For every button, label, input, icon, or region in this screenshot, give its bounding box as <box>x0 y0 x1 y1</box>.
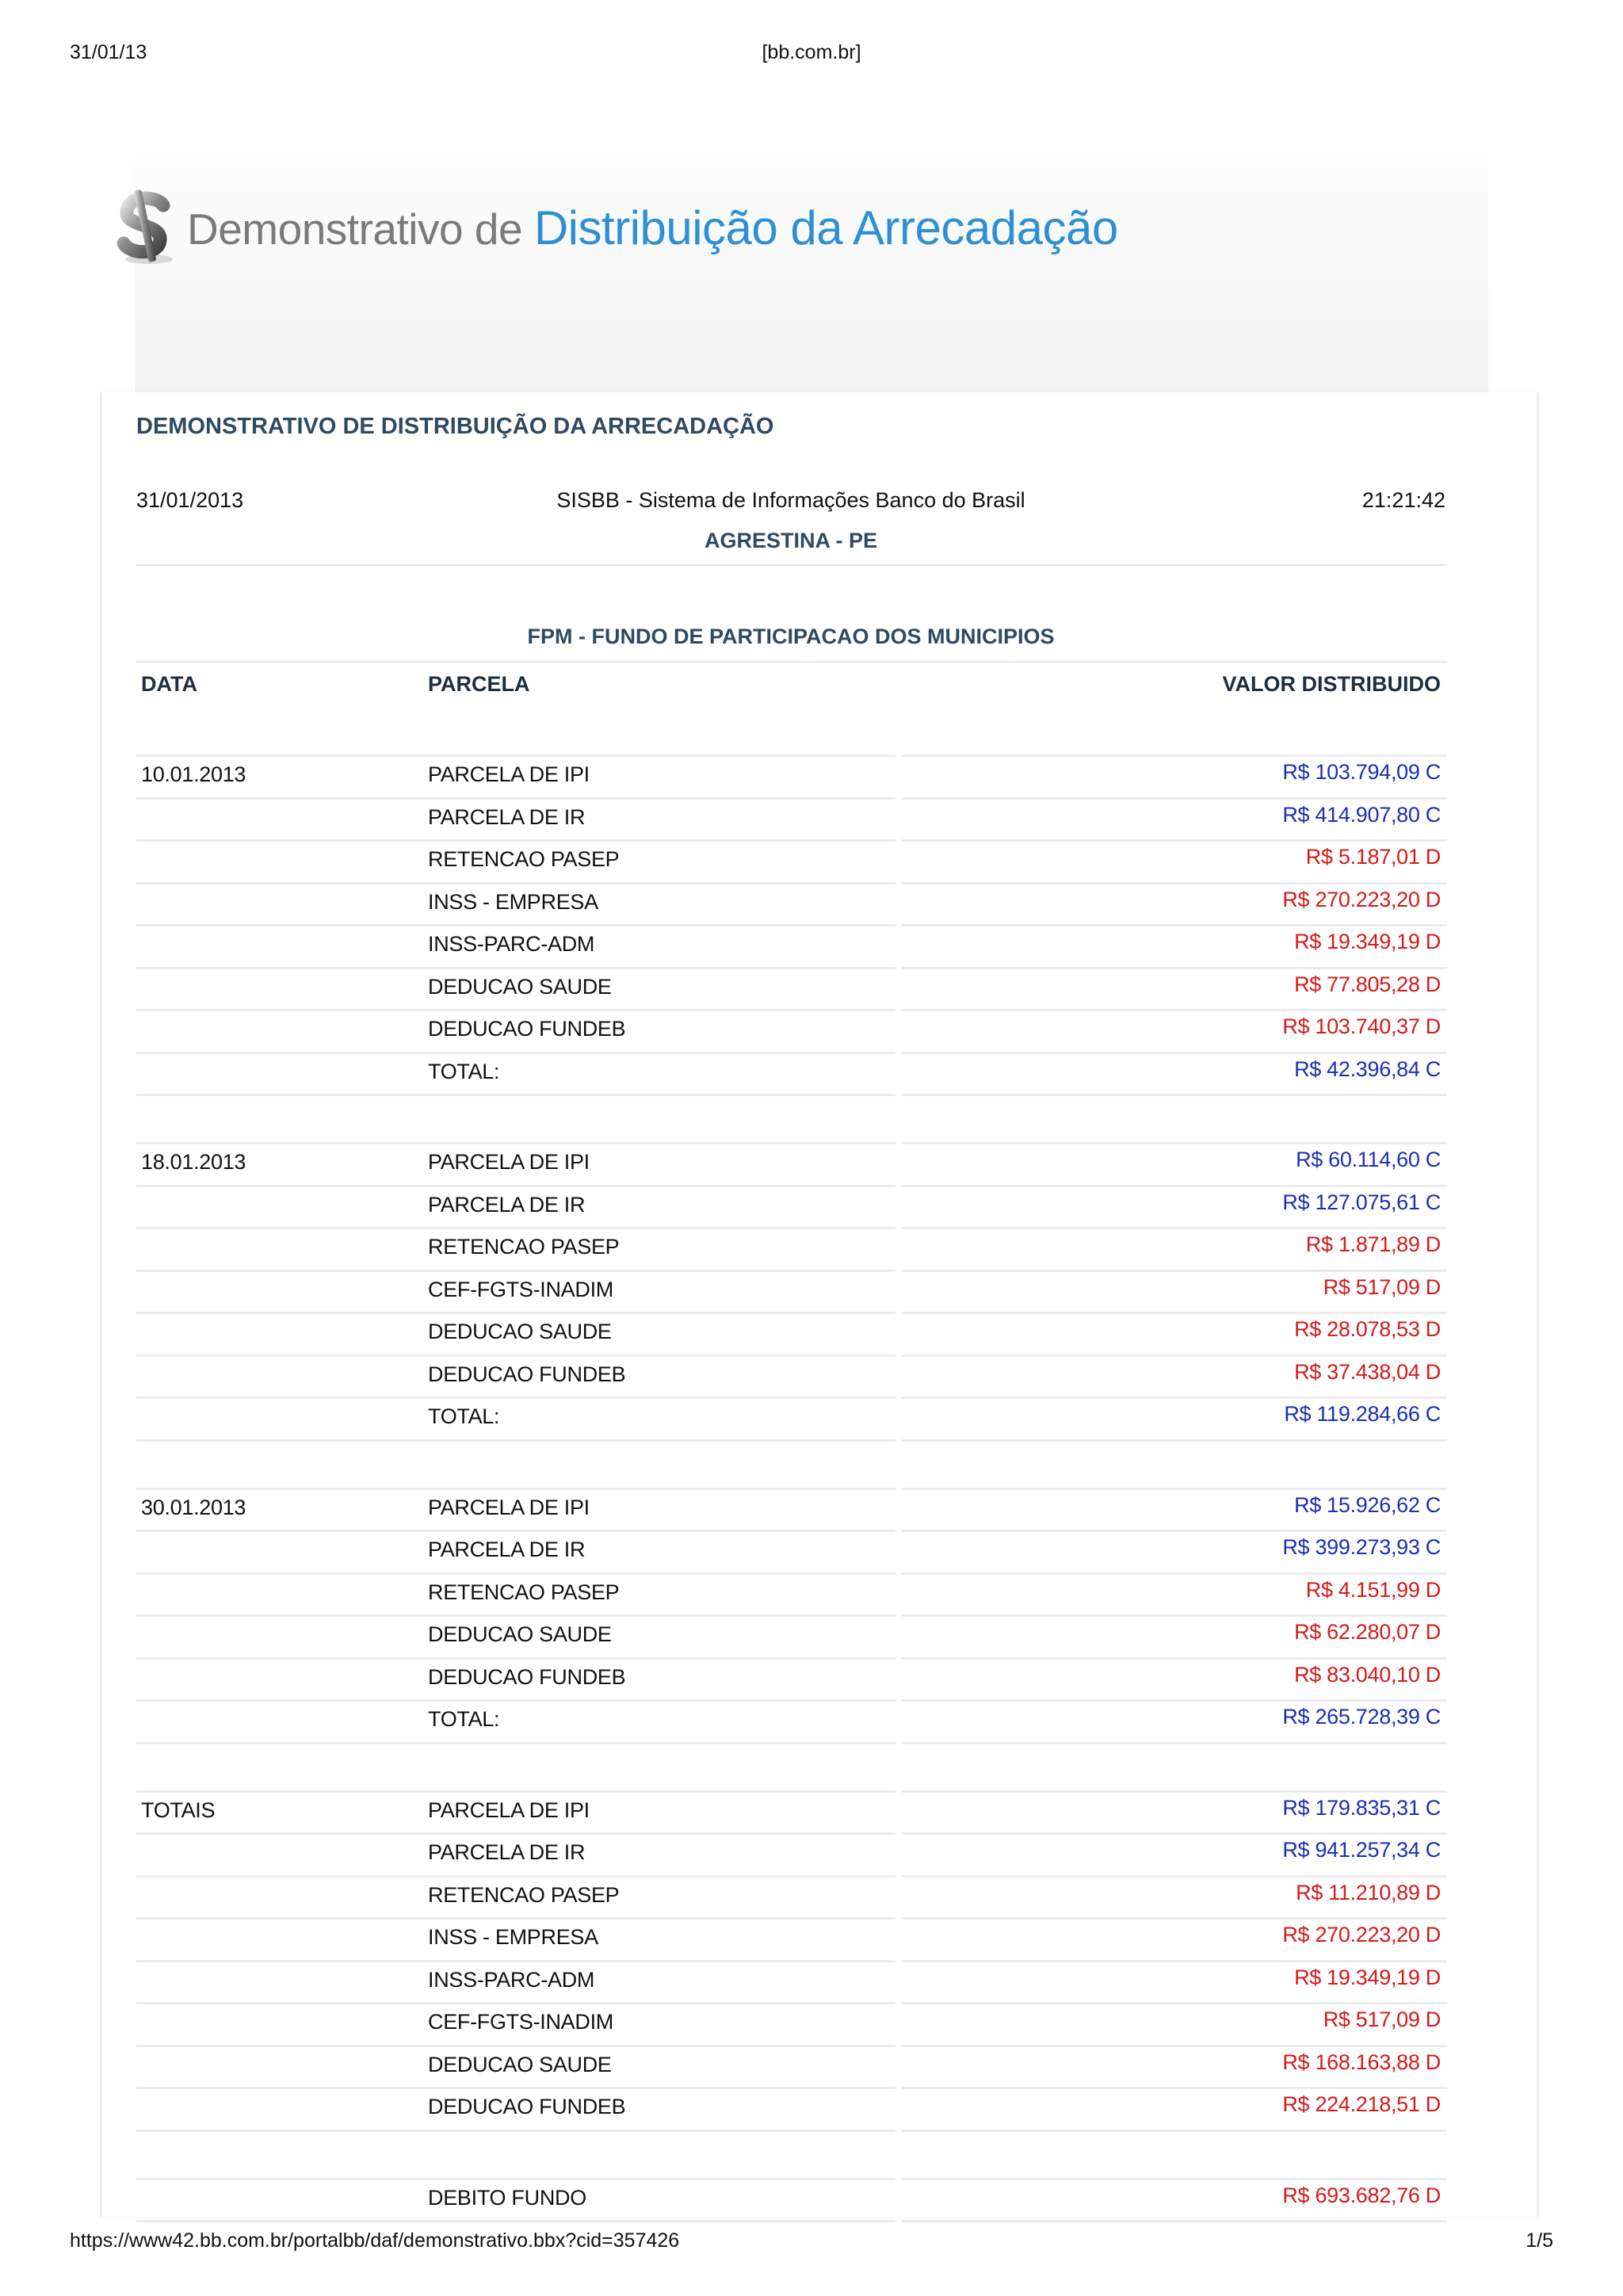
valor-distribuido: R$ 399.273,93 C <box>1282 1535 1441 1559</box>
parcela-label: PARCELA DE IR <box>428 804 586 829</box>
valor-distribuido: R$ 42.396,84 C <box>1294 1056 1441 1081</box>
row-divider <box>902 1439 1447 1442</box>
row-divider <box>136 1354 896 1357</box>
row-divider <box>136 1832 896 1835</box>
logo-text: Demonstrativo de Distribuição da Arrecadação <box>187 201 1118 254</box>
row-divider <box>902 1488 1447 1490</box>
valor-distribuido: R$ 941.257,34 C <box>1282 1838 1441 1862</box>
row-divider <box>136 1094 896 1096</box>
valor-distribuido: R$ 517,09 D <box>1323 1274 1441 1299</box>
parcela-label: DEDUCAO SAUDE <box>428 974 612 999</box>
print-site: [bb.com.br] <box>762 41 861 63</box>
row-divider <box>136 1530 896 1532</box>
parcela-label: DEDUCAO SAUDE <box>428 2052 612 2076</box>
report-time: 21:21:42 <box>1361 488 1445 512</box>
row-divider <box>136 2130 896 2132</box>
row-divider <box>136 1142 896 1144</box>
row-divider <box>902 1917 1447 1920</box>
row-divider <box>902 2178 1447 2180</box>
row-divider <box>902 1960 1447 1962</box>
row-divider <box>902 2087 1447 2089</box>
row-divider <box>136 1614 896 1617</box>
row-divider <box>902 1699 1447 1702</box>
row-divider <box>136 1009 896 1011</box>
report-system: SISBB - Sistema de Informações Banco do Brasil <box>556 488 1025 512</box>
parcela-label: DEDUCAO FUNDEB <box>428 1362 626 1386</box>
parcela-label: TOTAL: <box>428 1404 500 1428</box>
parcela-label: DEBITO FUNDO <box>428 2185 586 2210</box>
valor-distribuido: R$ 5.187,01 D <box>1305 845 1441 869</box>
parcela-label: DEDUCAO SAUDE <box>428 1320 612 1343</box>
column-header-valor: VALOR DISTRIBUIDO <box>1222 672 1441 696</box>
parcela-label: PARCELA DE IPI <box>428 762 590 786</box>
report-date: 31/01/2013 <box>136 488 244 512</box>
parcela-label: TOTAL: <box>428 1707 500 1731</box>
print-url: https://www42.bb.com.br/portalbb/daf/demonstrativo.bbx?cid=357426 <box>70 2229 680 2252</box>
parcela-label: DEDUCAO SAUDE <box>428 1622 612 1646</box>
valor-distribuido: R$ 4.151,99 D <box>1305 1577 1441 1602</box>
valor-distribuido: R$ 270.223,20 D <box>1282 887 1441 911</box>
row-divider <box>902 1572 1447 1575</box>
parcela-label: INSS-PARC-ADM <box>428 1967 595 1992</box>
row-divider <box>902 1227 1447 1229</box>
valor-distribuido: R$ 60.114,60 C <box>1296 1148 1441 1171</box>
row-divider <box>136 1657 896 1660</box>
row-divider <box>902 1742 1447 1744</box>
row-divider <box>136 2178 896 2180</box>
valor-distribuido: R$ 19.349,19 D <box>1294 930 1441 953</box>
row-divider <box>902 1312 1447 1314</box>
parcela-label: CEF-FGTS-INADIM <box>428 1277 613 1301</box>
row-divider <box>136 1439 896 1442</box>
row-divider <box>902 797 1447 800</box>
row-divider <box>902 1657 1447 1660</box>
column-header-parcela: PARCELA <box>428 672 530 696</box>
row-divider <box>902 1270 1447 1272</box>
parcela-label: DEDUCAO FUNDEB <box>428 2095 626 2118</box>
valor-distribuido: R$ 37.438,04 D <box>1294 1359 1441 1384</box>
row-divider <box>902 755 1447 757</box>
row-divider <box>136 1875 896 1878</box>
row-divider <box>902 1790 1447 1793</box>
group-date: 18.01.2013 <box>141 1150 246 1174</box>
valor-distribuido: R$ 19.349,19 D <box>1294 1965 1441 1989</box>
valor-distribuido: R$ 83.040,10 D <box>1294 1662 1441 1687</box>
row-divider <box>902 924 1447 926</box>
row-divider <box>902 2130 1447 2132</box>
row-divider <box>136 1227 896 1229</box>
valor-distribuido: R$ 1.871,89 D <box>1305 1232 1441 1256</box>
valor-distribuido: R$ 77.805,28 D <box>1294 972 1441 996</box>
dollar-sign-icon <box>111 188 182 267</box>
row-divider <box>136 1917 896 1920</box>
parcela-label: RETENCAO PASEP <box>428 1235 620 1259</box>
row-divider <box>902 1396 1447 1399</box>
valor-distribuido: R$ 224.218,51 D <box>1282 2092 1441 2116</box>
row-divider <box>902 839 1447 842</box>
print-page-number: 1/5 <box>1526 2229 1553 2252</box>
row-divider <box>136 1312 896 1314</box>
print-footer <box>70 2229 1553 2258</box>
row-divider <box>902 1875 1447 1878</box>
row-divider <box>136 2045 896 2047</box>
row-divider <box>902 2002 1447 2004</box>
parcela-label: TOTAL: <box>428 1059 500 1083</box>
report-meta <box>136 488 1445 520</box>
row-divider <box>902 2220 1447 2222</box>
parcela-label: INSS - EMPRESA <box>428 889 598 914</box>
valor-distribuido: R$ 11.210,89 D <box>1296 1880 1441 1904</box>
parcela-label: DEDUCAO FUNDEB <box>428 1664 626 1689</box>
row-divider <box>902 1832 1447 1835</box>
divider <box>136 661 1447 663</box>
row-divider <box>902 1530 1447 1532</box>
row-divider <box>902 1614 1447 1617</box>
row-divider <box>136 1699 896 1702</box>
valor-distribuido: R$ 179.835,31 C <box>1282 1795 1441 1820</box>
row-divider <box>902 2045 1447 2047</box>
row-divider <box>902 1142 1447 1144</box>
group-date: 10.01.2013 <box>141 762 246 786</box>
print-date: 31/01/13 <box>70 41 147 63</box>
valor-distribuido: R$ 168.163,88 D <box>1282 2050 1441 2074</box>
parcela-label: RETENCAO PASEP <box>428 1882 620 1907</box>
parcela-label: INSS - EMPRESA <box>428 1925 598 1949</box>
row-divider <box>902 1052 1447 1054</box>
row-divider <box>136 1396 896 1399</box>
report-title: DEMONSTRATIVO DE DISTRIBUIÇÃO DA ARRECADAÇÃO <box>136 414 774 439</box>
valor-distribuido: R$ 693.682,76 D <box>1282 2183 1441 2207</box>
parcela-label: PARCELA DE IR <box>428 1192 586 1217</box>
parcela-label: RETENCAO PASEP <box>428 1580 620 1604</box>
valor-distribuido: R$ 517,09 D <box>1323 2008 1441 2031</box>
row-divider <box>136 755 896 757</box>
valor-distribuido: R$ 62.280,07 D <box>1294 1620 1441 1644</box>
group-date: 30.01.2013 <box>141 1495 246 1519</box>
valor-distribuido: R$ 127.075,61 C <box>1282 1190 1441 1214</box>
row-divider <box>136 1790 896 1793</box>
row-divider <box>902 1185 1447 1187</box>
row-divider <box>136 1960 896 1962</box>
print-header <box>70 41 1553 70</box>
valor-distribuido: R$ 119.284,66 C <box>1284 1402 1441 1426</box>
column-header-data: DATA <box>141 672 197 696</box>
municipio-name: AGRESTINA - PE <box>704 529 878 552</box>
row-divider <box>136 1270 896 1272</box>
row-divider <box>136 1488 896 1490</box>
row-divider <box>136 839 896 842</box>
row-divider <box>136 2002 896 2004</box>
valor-distribuido: R$ 15.926,62 C <box>1294 1492 1441 1517</box>
parcela-label: PARCELA DE IR <box>428 1840 586 1864</box>
parcela-label: CEF-FGTS-INADIM <box>428 2010 613 2034</box>
site-logo <box>111 184 1118 271</box>
row-divider <box>136 1052 896 1054</box>
parcela-label: PARCELA DE IPI <box>428 1150 590 1174</box>
row-divider <box>136 882 896 884</box>
row-divider <box>136 1572 896 1575</box>
parcela-label: PARCELA DE IPI <box>428 1495 590 1519</box>
group-date: TOTAIS <box>141 1797 216 1822</box>
valor-distribuido: R$ 28.078,53 D <box>1294 1317 1441 1341</box>
valor-distribuido: R$ 270.223,20 D <box>1282 1923 1441 1946</box>
parcela-label: INSS-PARC-ADM <box>428 932 595 956</box>
row-divider <box>902 1009 1447 1011</box>
section-title: FPM - FUNDO DE PARTICIPACAO DOS MUNICIPIOS <box>527 625 1055 648</box>
row-divider <box>136 797 896 800</box>
valor-distribuido: R$ 414.907,80 C <box>1282 802 1441 827</box>
row-divider <box>902 1094 1447 1096</box>
parcela-label: DEDUCAO FUNDEB <box>428 1017 626 1041</box>
row-divider <box>136 2087 896 2089</box>
valor-distribuido: R$ 103.794,09 C <box>1282 760 1441 784</box>
valor-distribuido: R$ 103.740,37 D <box>1282 1014 1441 1038</box>
parcela-label: PARCELA DE IR <box>428 1538 586 1561</box>
parcela-label: RETENCAO PASEP <box>428 847 620 871</box>
valor-distribuido: R$ 265.728,39 C <box>1282 1705 1441 1729</box>
row-divider <box>136 2220 896 2222</box>
row-divider <box>902 967 1447 969</box>
row-divider <box>136 967 896 969</box>
row-divider <box>902 882 1447 884</box>
row-divider <box>136 1742 896 1744</box>
row-divider <box>136 924 896 926</box>
row-divider <box>902 1354 1447 1357</box>
row-divider <box>136 1185 896 1187</box>
parcela-label: PARCELA DE IPI <box>428 1797 590 1822</box>
divider <box>136 564 1447 566</box>
